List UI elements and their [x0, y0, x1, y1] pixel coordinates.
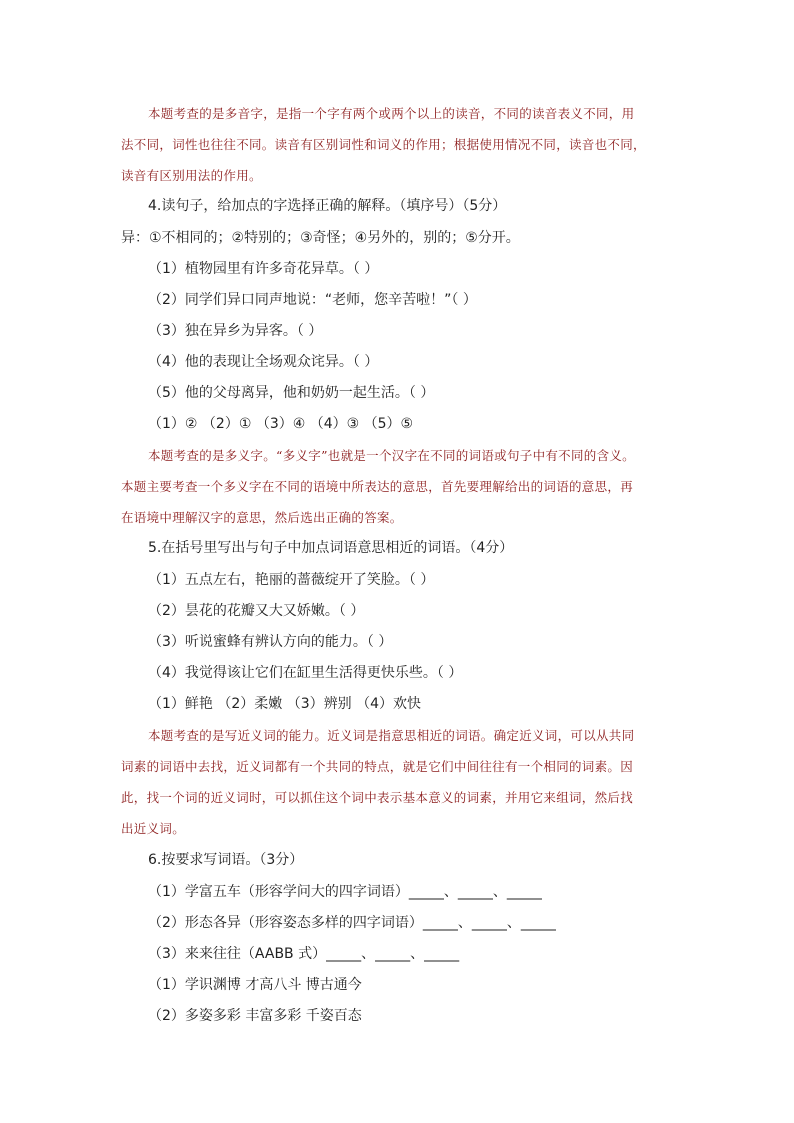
- question-5-answer: （1）鲜艳 （2）柔嫩 （3）辨别 （4）欢快: [148, 696, 421, 712]
- question-5-title: 5.在括号里写出与句子中加点词语意思相近的词语。（4分）: [148, 540, 514, 556]
- explanation-q4-line-3: 在语境中理解汉字的意思，然后选出正确的答案。: [121, 510, 403, 525]
- question-6-item-1: （1）学富五车（形容学问大的四字词语）_____、_____、_____: [148, 884, 542, 900]
- explanation-q4-line-1: 本题考查的是多义字。“多义字”也就是一个汉字在不同的词语或句子中有不同的含义。: [148, 448, 635, 463]
- explanation-q4-line-2: 本题主要考查一个多义字在不同的语境中所表达的意思，首先要理解给出的词语的意思，再: [121, 479, 634, 494]
- question-4-item-1: （1）植物园里有许多奇花异草。（ ）: [148, 261, 379, 277]
- question-6-answer-2: （2）多姿多彩 丰富多彩 千姿百态: [148, 1008, 362, 1024]
- question-5-item-3: （3）听说蜜蜂有辨认方向的能力。（ ）: [148, 634, 393, 650]
- explanation-q5-line-2: 词素的词语中去找，近义词都有一个共同的特点，就是它们中间往往有一个相同的词素。因: [121, 759, 634, 774]
- explanation-q3-line-2: 法不同，词性也往往不同。读音有区别词性和词义的作用；根据使用情况不同，读音也不同，: [121, 137, 646, 152]
- question-6-title: 6.按要求写词语。（3分）: [148, 852, 304, 868]
- question-4-title: 4.读句子，给加点的字选择正确的解释。（填序号）（5分）: [148, 198, 507, 214]
- explanation-q5-line-3: 此，找一个词的近义词时，可以抓住这个词中表示基本意义的词素，并用它来组词，然后找: [121, 790, 634, 805]
- question-4-item-4: （4）他的表现让全场观众诧异。（ ）: [148, 354, 379, 370]
- question-5-item-1: （1）五点左右，艳丽的蔷薇绽开了笑脸。（ ）: [148, 572, 435, 588]
- question-4-item-2: （2）同学们异口同声地说：“老师，您辛苦啦！”（ ）: [148, 292, 477, 308]
- question-5-item-2: （2）昙花的花瓣又大又娇嫩。（ ）: [148, 603, 365, 619]
- question-4-item-3: （3）独在异乡为异客。（ ）: [148, 323, 323, 339]
- question-4-item-5: （5）他的父母离异，他和奶奶一起生活。（ ）: [148, 385, 435, 401]
- explanation-q3-line-1: 本题考查的是多音字，是指一个字有两个或两个以上的读音，不同的读音表义不同，用: [148, 106, 635, 121]
- question-5-item-4: （4）我觉得该让它们在缸里生活得更快乐些。（ ）: [148, 665, 463, 681]
- question-6-item-3: （3）来来往往（AABB 式）_____、_____、_____: [148, 946, 460, 962]
- explanation-q3-line-3: 读音有区别用法的作用。: [121, 168, 262, 183]
- explanation-q5-line-1: 本题考查的是写近义词的能力。近义词是指意思相近的词语。确定近义词，可以从共同: [148, 728, 635, 743]
- question-4-answer: （1）② （2）① （3）④ （4）③ （5）⑤: [148, 416, 414, 432]
- question-6-item-2: （2）形态各异（形容姿态多样的四字词语）_____、_____、_____: [148, 915, 556, 931]
- question-4-meanings: 异：①不相同的；②特别的；③奇怪；④另外的，别的；⑤分开。: [121, 230, 520, 246]
- explanation-q5-line-4: 出近义词。: [121, 821, 186, 836]
- question-6-answer-1: （1）学识渊博 才高八斗 博古通今: [148, 977, 362, 993]
